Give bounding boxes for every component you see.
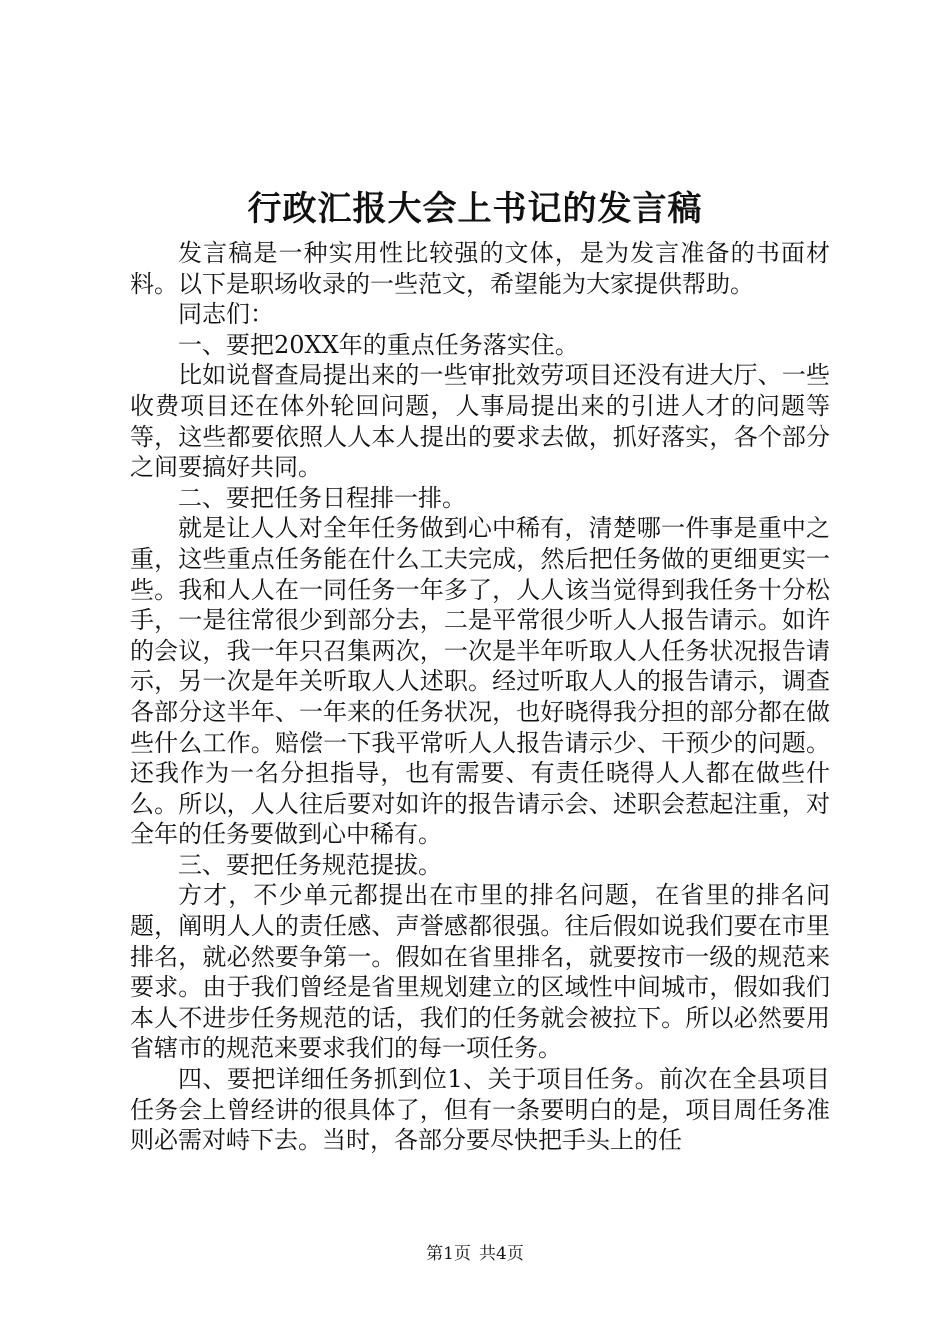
section-heading: 二、要把任务日程排一排。 (178, 483, 466, 512)
document-title: 行政汇报大会上书记的发言稿 (247, 189, 703, 229)
page-footer (0, 1243, 950, 1265)
page-total: 共4页 (479, 1244, 524, 1264)
paragraph: 比如说督查局提出来的一些审批效劳项目还没有进大厅、一些收费项目还在体外轮回问题，人事局提出来的引进人才的问题等等，这些都要依照人人本人提出的要求去做，抓好落实，各个部分之间要搞好共同。 (130, 361, 830, 482)
paragraph: 四、要把详细任务抓到位1、关于项目任务。前次在全县项目任务会上曾经讲的很具体了，但有一条要明白的是，项目周任务准则必需对峙下去。当时，各部分要尽快把手头上的任 (130, 1065, 830, 1155)
paragraph: 方才，不少单元都提出在市里的排名问题，在省里的排名问题，阐明人人的责任感、声誉感都很强。往后假如说我们要在市里排名，就必然要争第一。假如在省里排名，就要按市一级的规范来要求。由于我们曾经是省里规划建立的区域性中间城市，假如我们本人不进步任务规范的话，我们的任务就会被拉下。所以必然要用省辖市的规范来要求我们的每一项任务。 (130, 881, 830, 1063)
document-body (130, 238, 830, 1156)
paragraph: 就是让人人对全年任务做到心中稀有，清楚哪一件事是重中之重，这些重点任务能在什么工夫完成，然后把任务做的更细更实一些。我和人人在一同任务一年多了，人人该当觉得到我任务十分松手，一是往常很少到部分去，二是平常很少听人人报告请示。如许的会议，我一年只召集两次，一次是半年听取人人任务状况报告请示，另一次是年关听取人人述职。经过听取人人的报告请示，调查各部分这半年、一年来的任务状况，也好晓得我分担的部分都在做些什么工作。赔偿一下我平常听人人报告请示少、干预少的问题。还我作为一名分担指导，也有需要、有责任晓得人人都在做些什么。所以，人人往后要对如许的报告请示会、述职会惹起注重，对全年的任务要做到心中稀有。 (130, 514, 830, 849)
section-heading: 三、要把任务规范提拔。 (178, 850, 442, 879)
paragraph: 发言稿是一种实用性比较强的文体，是为发言准备的书面材料。以下是职场收录的一些范文，希望能为大家提供帮助。 (130, 239, 830, 298)
section-heading: 一、要把20XX年的重点任务落实住。 (178, 330, 579, 359)
paragraph: 同志们： (178, 300, 274, 329)
page-number: 第1页 (426, 1244, 471, 1264)
